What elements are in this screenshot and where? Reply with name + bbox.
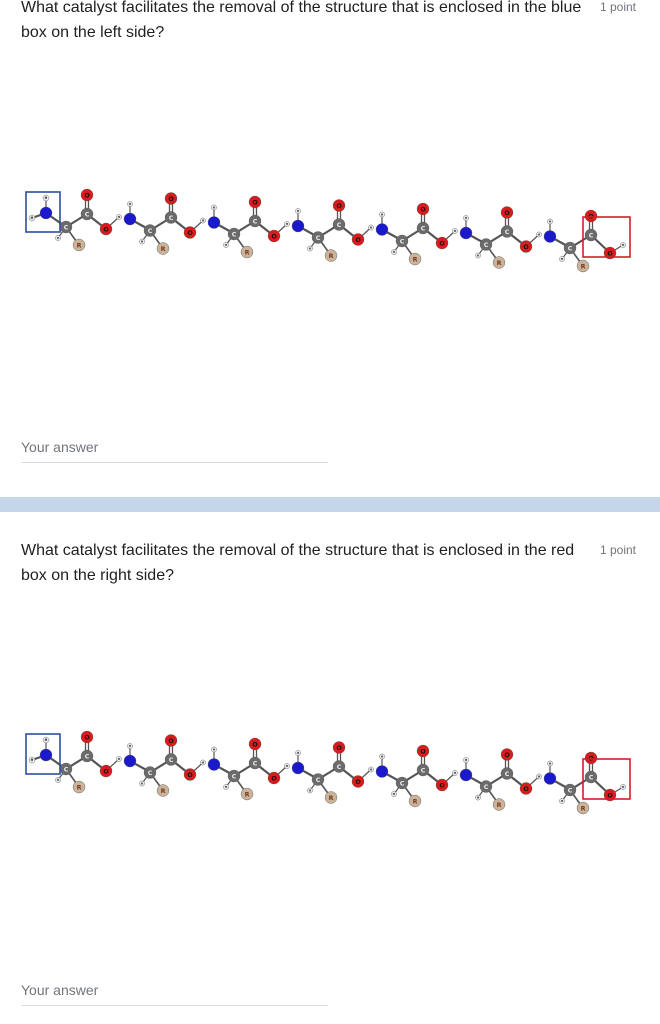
oxygen-atom <box>165 193 177 205</box>
svg-text:O: O <box>504 751 510 759</box>
question-card-1 <box>0 0 660 497</box>
hydrogen-atom <box>475 253 480 258</box>
carbon-atom <box>144 767 156 779</box>
nitrogen-atom <box>124 755 136 767</box>
hydrogen-atom <box>536 232 541 237</box>
svg-text:C: C <box>399 780 405 788</box>
svg-text:O: O <box>168 737 174 745</box>
svg-text:C: C <box>420 767 426 775</box>
svg-text:C: C <box>147 769 153 777</box>
svg-text:O: O <box>252 199 258 207</box>
svg-text:H: H <box>296 208 300 213</box>
oxygen-atom <box>333 742 345 754</box>
svg-text:H: H <box>201 760 205 765</box>
hydrogen-atom <box>295 750 300 755</box>
answer-input[interactable] <box>21 975 328 1006</box>
hydrogen-atom <box>29 215 35 221</box>
question-title: What catalyst facilitates the removal of the structure that is enclosed in the red box on the right side? <box>21 542 575 584</box>
svg-text:H: H <box>369 225 373 230</box>
svg-text:H: H <box>476 253 480 258</box>
svg-text:C: C <box>315 234 321 242</box>
nitrogen-atom <box>376 766 388 778</box>
hydrogen-atom <box>211 205 216 210</box>
svg-text:H: H <box>380 212 384 217</box>
carbon-atom <box>396 777 408 789</box>
carbon-atom <box>333 219 345 231</box>
svg-text:O: O <box>252 741 258 749</box>
carbon-atom <box>312 774 324 786</box>
question-card-2 <box>0 512 660 1024</box>
r-group-atom <box>241 788 253 800</box>
svg-text:H: H <box>44 738 48 743</box>
oxygen-atom <box>100 223 112 235</box>
hydrogen-atom <box>452 770 457 775</box>
r-group-atom <box>493 257 505 269</box>
carbon-atom <box>228 228 240 240</box>
hydrogen-atom <box>368 225 373 230</box>
nitrogen-atom <box>460 769 472 781</box>
svg-text:C: C <box>588 232 594 240</box>
hydrogen-atom <box>547 219 552 224</box>
carbon-atom <box>228 770 240 782</box>
svg-text:C: C <box>252 760 258 768</box>
carbon-atom <box>60 221 72 233</box>
hydrogen-atom <box>55 235 60 240</box>
svg-text:R: R <box>160 245 166 253</box>
peptide-molecule-diagram <box>24 185 636 295</box>
svg-text:H: H <box>140 781 144 786</box>
r-group-atom <box>493 799 505 811</box>
molecule-svg <box>24 185 636 295</box>
oxygen-atom <box>268 772 280 784</box>
hydrogen-atom <box>200 218 205 223</box>
section-divider <box>0 497 660 512</box>
nitrogen-atom <box>292 220 304 232</box>
svg-text:R: R <box>328 794 334 802</box>
hydrogen-atom <box>368 767 373 772</box>
svg-text:H: H <box>212 205 216 210</box>
r-group-atom <box>241 246 253 258</box>
carbon-atom <box>564 784 576 796</box>
hydrogen-atom <box>211 747 216 752</box>
oxygen-atom <box>352 234 364 246</box>
oxygen-atom <box>249 738 261 750</box>
carbon-atom <box>564 242 576 254</box>
svg-text:R: R <box>160 787 166 795</box>
carbon-atom <box>585 771 597 783</box>
svg-text:H: H <box>453 228 457 233</box>
svg-text:H: H <box>56 777 60 782</box>
nitrogen-atom <box>208 759 220 771</box>
svg-text:H: H <box>537 774 541 779</box>
svg-text:O: O <box>607 250 613 258</box>
oxygen-atom <box>184 769 196 781</box>
carbon-atom <box>144 225 156 237</box>
svg-text:O: O <box>607 792 613 800</box>
svg-text:R: R <box>412 256 418 264</box>
carbon-atom <box>501 768 513 780</box>
nitrogen-atom <box>40 749 52 761</box>
hydrogen-atom <box>116 756 121 761</box>
hydrogen-atom <box>620 784 625 789</box>
svg-text:H: H <box>224 242 228 247</box>
svg-text:O: O <box>103 226 109 234</box>
svg-text:C: C <box>567 245 573 253</box>
nitrogen-atom <box>124 213 136 225</box>
hydrogen-atom <box>307 788 312 793</box>
svg-text:R: R <box>76 242 82 250</box>
carbon-atom <box>480 239 492 251</box>
hydrogen-atom <box>223 784 228 789</box>
svg-text:H: H <box>296 750 300 755</box>
svg-text:H: H <box>560 798 564 803</box>
svg-text:O: O <box>271 775 277 783</box>
svg-text:C: C <box>231 773 237 781</box>
svg-text:R: R <box>76 784 82 792</box>
hydrogen-atom <box>116 214 121 219</box>
svg-text:H: H <box>369 767 373 772</box>
carbon-atom <box>249 757 261 769</box>
hydrogen-atom <box>284 763 289 768</box>
carbon-atom <box>585 229 597 241</box>
r-group-atom <box>409 795 421 807</box>
svg-text:R: R <box>496 259 502 267</box>
oxygen-atom <box>436 237 448 249</box>
oxygen-atom <box>81 731 93 743</box>
hydrogen-atom <box>559 798 564 803</box>
svg-text:O: O <box>336 202 342 210</box>
svg-text:H: H <box>285 763 289 768</box>
oxygen-atom <box>585 752 597 764</box>
carbon-atom <box>417 222 429 234</box>
svg-text:O: O <box>355 778 361 786</box>
r-group-atom <box>73 781 85 793</box>
hydrogen-atom <box>547 761 552 766</box>
carbon-atom <box>501 226 513 238</box>
svg-text:O: O <box>439 782 445 790</box>
oxygen-atom <box>268 230 280 242</box>
svg-text:H: H <box>548 219 552 224</box>
hydrogen-atom <box>536 774 541 779</box>
nitrogen-atom <box>40 207 52 219</box>
points-label: 1 point <box>599 543 636 557</box>
svg-text:R: R <box>244 791 250 799</box>
r-group-atom <box>325 792 337 804</box>
r-group-atom <box>577 260 589 272</box>
svg-text:C: C <box>399 238 405 246</box>
svg-text:O: O <box>588 213 594 221</box>
hydrogen-atom <box>379 754 384 759</box>
svg-text:H: H <box>621 242 625 247</box>
svg-text:H: H <box>476 795 480 800</box>
carbon-atom <box>396 235 408 247</box>
svg-text:H: H <box>56 235 60 240</box>
carbon-atom <box>165 212 177 224</box>
svg-text:H: H <box>621 784 625 789</box>
svg-text:O: O <box>420 206 426 214</box>
oxygen-atom <box>520 783 532 795</box>
svg-text:H: H <box>285 221 289 226</box>
hydrogen-atom <box>43 737 49 743</box>
hydrogen-atom <box>55 777 60 782</box>
svg-text:H: H <box>392 791 396 796</box>
svg-text:O: O <box>523 243 529 251</box>
svg-text:H: H <box>212 747 216 752</box>
answer-input[interactable] <box>21 432 328 463</box>
carbon-atom <box>312 232 324 244</box>
hydrogen-atom <box>139 781 144 786</box>
hydrogen-atom <box>463 215 468 220</box>
svg-text:C: C <box>63 224 69 232</box>
svg-text:O: O <box>355 236 361 244</box>
svg-text:H: H <box>128 201 132 206</box>
nitrogen-atom <box>544 773 556 785</box>
hydrogen-atom <box>475 795 480 800</box>
hydrogen-atom <box>391 791 396 796</box>
svg-text:O: O <box>271 233 277 241</box>
molecule-svg <box>24 727 636 837</box>
hydrogen-atom <box>559 256 564 261</box>
oxygen-atom <box>436 779 448 791</box>
svg-text:O: O <box>168 195 174 203</box>
svg-text:C: C <box>336 763 342 771</box>
carbon-atom <box>417 764 429 776</box>
svg-text:O: O <box>187 771 193 779</box>
svg-text:O: O <box>523 785 529 793</box>
svg-text:C: C <box>168 756 174 764</box>
r-group-atom <box>73 239 85 251</box>
r-group-atom <box>157 243 169 255</box>
hydrogen-atom <box>223 242 228 247</box>
svg-text:H: H <box>128 743 132 748</box>
svg-text:O: O <box>588 755 594 763</box>
nitrogen-atom <box>460 227 472 239</box>
hydrogen-atom <box>307 246 312 251</box>
svg-text:C: C <box>483 783 489 791</box>
oxygen-atom <box>165 735 177 747</box>
svg-text:C: C <box>231 231 237 239</box>
hydrogen-atom <box>391 249 396 254</box>
question-title: What catalyst facilitates the removal of the structure that is enclosed in the blue box on the left side? <box>21 0 582 41</box>
svg-text:H: H <box>117 214 121 219</box>
answer-placeholder: Your answer <box>21 982 99 998</box>
svg-text:H: H <box>380 754 384 759</box>
oxygen-atom <box>417 203 429 215</box>
oxygen-atom <box>333 200 345 212</box>
svg-text:H: H <box>392 249 396 254</box>
svg-text:H: H <box>30 758 34 763</box>
hydrogen-atom <box>43 195 49 201</box>
oxygen-atom <box>417 745 429 757</box>
svg-text:C: C <box>147 227 153 235</box>
hydrogen-atom <box>463 757 468 762</box>
hydrogen-atom <box>127 743 132 748</box>
svg-text:C: C <box>63 766 69 774</box>
svg-text:H: H <box>308 788 312 793</box>
svg-text:H: H <box>548 761 552 766</box>
hydrogen-atom <box>452 228 457 233</box>
svg-text:C: C <box>336 221 342 229</box>
svg-text:O: O <box>103 768 109 776</box>
carbon-atom <box>249 215 261 227</box>
svg-text:C: C <box>315 776 321 784</box>
svg-text:C: C <box>420 225 426 233</box>
svg-text:O: O <box>420 748 426 756</box>
oxygen-atom <box>184 227 196 239</box>
svg-text:H: H <box>30 216 34 221</box>
carbon-atom <box>333 761 345 773</box>
oxygen-atom <box>501 749 513 761</box>
carbon-atom <box>81 208 93 220</box>
r-group-atom <box>409 253 421 265</box>
carbon-atom <box>480 781 492 793</box>
hydrogen-atom <box>284 221 289 226</box>
svg-text:O: O <box>504 209 510 217</box>
svg-text:H: H <box>117 756 121 761</box>
hydrogen-atom <box>29 757 35 763</box>
svg-text:H: H <box>453 770 457 775</box>
nitrogen-atom <box>292 762 304 774</box>
svg-text:C: C <box>168 214 174 222</box>
points-label: 1 point <box>599 0 636 14</box>
svg-text:C: C <box>252 218 258 226</box>
oxygen-atom <box>100 765 112 777</box>
svg-text:R: R <box>244 249 250 257</box>
nitrogen-atom <box>376 224 388 236</box>
svg-text:C: C <box>84 211 90 219</box>
svg-text:H: H <box>308 246 312 251</box>
r-group-atom <box>577 802 589 814</box>
oxygen-atom <box>81 189 93 201</box>
hydrogen-atom <box>200 760 205 765</box>
r-group-atom <box>157 785 169 797</box>
hydrogen-atom <box>295 208 300 213</box>
oxygen-atom <box>520 241 532 253</box>
hydrogen-atom <box>620 242 625 247</box>
svg-text:H: H <box>44 196 48 201</box>
oxygen-atom <box>249 196 261 208</box>
svg-text:C: C <box>84 753 90 761</box>
svg-text:R: R <box>328 252 334 260</box>
svg-text:C: C <box>483 241 489 249</box>
svg-text:R: R <box>580 805 586 813</box>
peptide-molecule-diagram <box>24 727 636 837</box>
svg-text:O: O <box>439 240 445 248</box>
oxygen-atom <box>352 776 364 788</box>
svg-text:O: O <box>336 744 342 752</box>
nitrogen-atom <box>544 231 556 243</box>
answer-placeholder: Your answer <box>21 439 99 455</box>
hydrogen-atom <box>127 201 132 206</box>
svg-text:H: H <box>464 757 468 762</box>
svg-text:H: H <box>140 239 144 244</box>
nitrogen-atom <box>208 217 220 229</box>
r-group-atom <box>325 250 337 262</box>
oxygen-atom <box>585 210 597 222</box>
carbon-atom <box>60 763 72 775</box>
svg-text:R: R <box>496 801 502 809</box>
hydrogen-atom <box>139 239 144 244</box>
hydrogen-atom <box>379 212 384 217</box>
oxygen-atom <box>501 207 513 219</box>
carbon-atom <box>165 754 177 766</box>
svg-text:R: R <box>412 798 418 806</box>
svg-text:O: O <box>187 229 193 237</box>
svg-text:C: C <box>567 787 573 795</box>
svg-text:H: H <box>201 218 205 223</box>
svg-text:H: H <box>537 232 541 237</box>
svg-text:O: O <box>84 192 90 200</box>
svg-text:R: R <box>580 263 586 271</box>
svg-text:O: O <box>84 734 90 742</box>
svg-text:H: H <box>464 215 468 220</box>
svg-text:H: H <box>560 256 564 261</box>
svg-text:C: C <box>504 770 510 778</box>
carbon-atom <box>81 750 93 762</box>
svg-text:C: C <box>588 774 594 782</box>
svg-text:H: H <box>224 784 228 789</box>
svg-text:C: C <box>504 228 510 236</box>
